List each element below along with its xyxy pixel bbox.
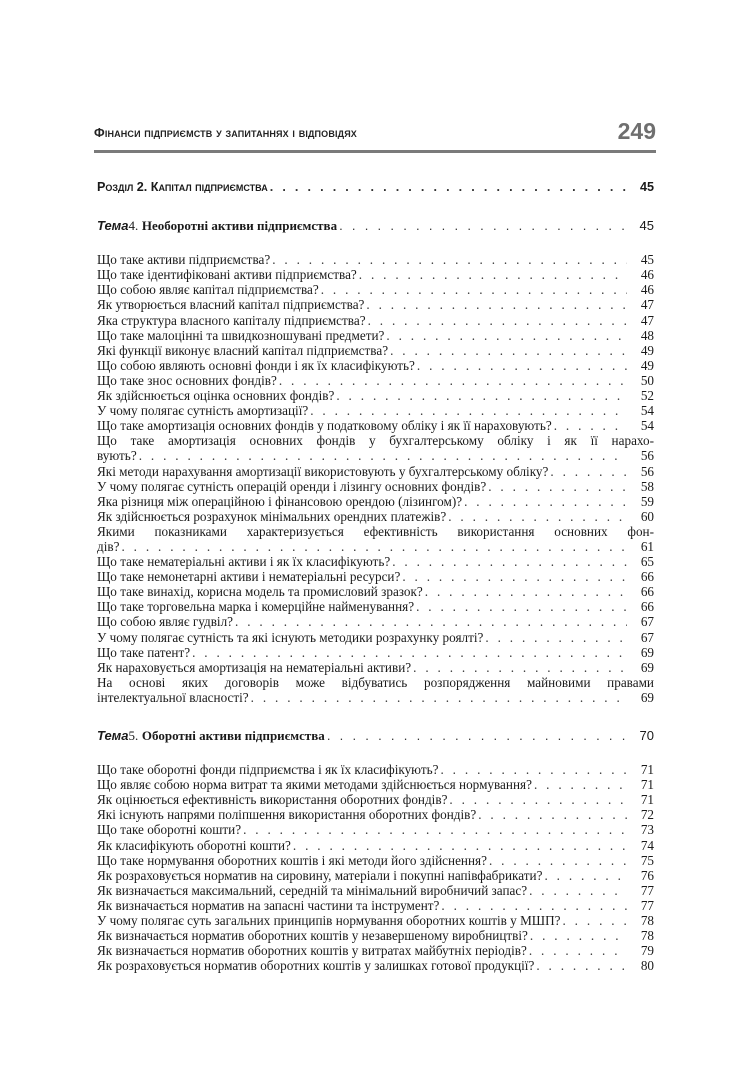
dot-leader xyxy=(243,822,627,837)
page-ref: 69 xyxy=(640,689,654,705)
toc-entry-multiline[interactable]: Що таке амортизація основних фондів у бухгалтерському обліку і як її нарахо- вують? . . . 56 xyxy=(97,433,654,463)
toc-entry[interactable]: Що таке малоцінні та швидкозношувані предмети? . . . 48 xyxy=(97,328,654,343)
dot-leader xyxy=(386,328,627,343)
page-ref: 46 xyxy=(640,267,654,283)
page-ref: 45 xyxy=(640,252,654,268)
page-ref: 76 xyxy=(640,867,654,883)
toc-entry[interactable]: Які існують напрями поліпшення використання оборотних фондів? . . . 72 xyxy=(97,807,654,822)
toc-entry[interactable]: Як здійснюється оцінка основних фондів? . . . 52 xyxy=(97,388,654,403)
page-ref: 45 xyxy=(639,180,654,194)
dot-leader xyxy=(530,928,627,943)
dot-leader xyxy=(321,282,627,297)
dot-leader xyxy=(235,614,627,629)
toc-entry[interactable]: Як визначається норматив оборотних коштів у незавершеному виробництві? . . . 78 xyxy=(97,928,654,943)
page-ref: 46 xyxy=(640,282,654,298)
dot-leader xyxy=(402,569,627,584)
dot-leader xyxy=(310,403,627,418)
dot-leader xyxy=(416,599,627,614)
page-ref: 49 xyxy=(640,357,654,373)
page-ref: 67 xyxy=(640,629,654,645)
toc-entry[interactable]: Які методи нарахування амортизації використовують у бухгалтерському обліку? . . . 56 xyxy=(97,464,654,479)
toc-entry-line: Якими показниками характеризується ефективність використання основних фон- xyxy=(97,523,654,539)
dot-leader xyxy=(327,728,627,743)
page-ref: 49 xyxy=(640,342,654,358)
dot-leader xyxy=(536,958,627,973)
dot-leader xyxy=(449,792,627,807)
toc-entry[interactable]: Що собою являє капітал підприємства? . . . 46 xyxy=(97,282,654,297)
dot-leader xyxy=(339,218,627,233)
dot-leader xyxy=(534,777,627,792)
toc-entry-multiline[interactable]: На основі яких договорів може відбуватись розпорядження майновими правами інтелектуальної власності? . . . 69 xyxy=(97,675,654,705)
dot-leader xyxy=(478,807,627,822)
dot-leader xyxy=(336,388,627,403)
page-ref: 69 xyxy=(640,659,654,675)
toc-entry[interactable]: У чому полягає сутність операцій оренди і лізингу основних фондів? . . . 58 xyxy=(97,479,654,494)
dot-leader xyxy=(368,313,627,328)
toc-entry[interactable]: У чому полягає сутність амортизації? . . . 54 xyxy=(97,403,654,418)
toc-entry[interactable]: Як утворюється власний капітал підприємства? . . . 47 xyxy=(97,297,654,312)
toc-entry[interactable]: Які функції виконує власний капітал підприємства? . . . 49 xyxy=(97,343,654,358)
dot-leader xyxy=(550,464,627,479)
toc-entry[interactable]: Що таке нормування оборотних коштів і які методи його здійснення? . . . 75 xyxy=(97,853,654,868)
dot-leader xyxy=(529,883,627,898)
toc-entry[interactable]: Що собою являють основні фонди і як їх класифікують? . . . 49 xyxy=(97,358,654,373)
toc-section-entry[interactable] xyxy=(97,180,654,195)
toc-entry[interactable]: Що собою являє гудвіл? . . . 67 xyxy=(97,614,654,629)
page-ref: 69 xyxy=(640,644,654,660)
dot-leader xyxy=(366,297,627,312)
page-ref: 61 xyxy=(640,538,654,554)
page-ref: 66 xyxy=(640,599,654,615)
theme-heading: Тема4. Необоротні активи підприємства xyxy=(97,218,338,234)
dot-leader xyxy=(279,373,627,388)
dot-leader xyxy=(554,418,627,433)
dot-leader xyxy=(489,853,627,868)
toc-entry[interactable]: Як класифікують оборотні кошти? . . . 74 xyxy=(97,838,654,853)
toc-entry[interactable]: Що таке активи підприємства? . . . 45 xyxy=(97,252,654,267)
page-ref: 47 xyxy=(640,297,654,313)
page-ref: 67 xyxy=(640,614,654,630)
toc-entry-line: Що таке амортизація основних фондів у бухгалтерському обліку і як її нарахо- xyxy=(97,433,654,449)
page-ref: 58 xyxy=(640,478,654,494)
dot-leader xyxy=(251,690,627,705)
page-ref: 71 xyxy=(640,777,654,793)
toc-entry[interactable]: Що таке знос основних фондів? . . . 50 xyxy=(97,373,654,388)
page-ref: 72 xyxy=(640,807,654,823)
page-ref: 74 xyxy=(640,837,654,853)
toc-entry[interactable]: У чому полягає суть загальних принципів нормування оборотних коштів у МШП? . . . 78 xyxy=(97,913,654,928)
page-ref: 66 xyxy=(640,569,654,585)
page-ref: 79 xyxy=(640,943,654,959)
page-ref: 78 xyxy=(640,928,654,944)
page-ref: 80 xyxy=(640,958,654,974)
page-ref: 65 xyxy=(640,554,654,570)
toc-entry[interactable]: Що таке амортизація основних фондів у податковому обліку і як її нараховують? . . . 54 xyxy=(97,418,654,433)
dot-leader xyxy=(270,180,627,195)
toc-entry-line: На основі яких договорів може відбуватись розпорядження майновими правами xyxy=(97,674,654,690)
page-ref: 77 xyxy=(640,882,654,898)
page-ref: 70 xyxy=(639,728,654,743)
page-ref: 54 xyxy=(640,418,654,434)
dot-leader xyxy=(390,343,627,358)
dot-leader xyxy=(440,762,627,777)
toc-entry[interactable]: У чому полягає сутність та які існують методики розрахунку роялті? . . . 67 xyxy=(97,630,654,645)
dot-leader xyxy=(425,584,627,599)
toc-entry[interactable]: Що являє собою норма витрат та якими методами здійснюється нормування? . . . 71 xyxy=(97,777,654,792)
toc-entry[interactable]: Як розраховується норматив на сировину, матеріали і покупні напівфабрикати? . . . 76 xyxy=(97,868,654,883)
dot-leader xyxy=(441,898,627,913)
page-ref: 45 xyxy=(639,218,654,234)
dot-leader xyxy=(529,943,627,958)
table-of-contents xyxy=(97,180,654,973)
toc-theme-entry[interactable] xyxy=(97,218,654,233)
toc-entry[interactable]: Що таке патент? . . . 69 xyxy=(97,645,654,660)
dot-leader xyxy=(359,267,627,282)
page-ref: 71 xyxy=(640,792,654,808)
theme4-list xyxy=(97,252,654,705)
toc-entry[interactable]: Що таке немонетарні активи і нематеріальні ресурси? . . . 66 xyxy=(97,569,654,584)
dot-leader xyxy=(488,479,627,494)
dot-leader xyxy=(272,252,627,267)
section-heading: Розділ 2. Капітал підприємства xyxy=(97,180,268,194)
toc-entry[interactable]: Яка різниця між операційною і фінансовою орендою (лізингом)? . . . 59 xyxy=(97,494,654,509)
page-number: 249 xyxy=(617,118,656,144)
dot-leader xyxy=(485,630,627,645)
toc-entry-multiline[interactable]: Якими показниками характеризується ефективність використання основних фон- дів? . . . 61 xyxy=(97,524,654,554)
toc-entry[interactable]: Як визначається норматив оборотних коштів у витратах майбутніх періодів? . . . 79 xyxy=(97,943,654,958)
page-ref: 78 xyxy=(640,913,654,929)
page-ref: 73 xyxy=(640,822,654,838)
toc-entry[interactable]: Що таке торговельна марка і комерційне найменування? . . . 66 xyxy=(97,599,654,614)
toc-entry[interactable]: Як розраховується норматив оборотних коштів у залишках готової продукції? . . . 80 xyxy=(97,958,654,973)
page-ref: 56 xyxy=(640,448,654,464)
toc-entry[interactable]: Що таке ідентифіковані активи підприємства? . . . 46 xyxy=(97,267,654,282)
dot-leader xyxy=(464,494,627,509)
dot-leader xyxy=(192,645,627,660)
toc-entry[interactable]: Як здійснюється розрахунок мінімальних орендних платежів? . . . 60 xyxy=(97,509,654,524)
page-ref: 59 xyxy=(640,493,654,509)
theme5-list xyxy=(97,762,654,973)
toc-entry[interactable]: Як визначається максимальний, середній та мінімальний виробничий запас? . . . 77 xyxy=(97,883,654,898)
toc-entry[interactable]: Як оцінюється ефективність використання оборотних фондів? . . . 71 xyxy=(97,792,654,807)
dot-leader xyxy=(417,358,627,373)
toc-entry[interactable]: Як визначається норматив на запасні частини та інструмент? . . . 77 xyxy=(97,898,654,913)
theme-heading: Тема5. Оборотні активи підприємства xyxy=(97,728,325,743)
dot-leader xyxy=(544,868,627,883)
page-ref: 48 xyxy=(640,327,654,343)
page-ref: 47 xyxy=(640,312,654,328)
dot-leader xyxy=(392,554,627,569)
dot-leader xyxy=(562,913,627,928)
toc-entry[interactable]: Як нараховується амортизація на нематеріальні активи? . . . 69 xyxy=(97,660,654,675)
dot-leader xyxy=(413,660,627,675)
page-ref: 60 xyxy=(640,508,654,524)
dot-leader xyxy=(293,838,627,853)
page-ref: 52 xyxy=(640,388,654,404)
toc-entry[interactable]: Що таке винахід, корисна модель та промисловий зразок? . . . 66 xyxy=(97,584,654,599)
toc-theme-entry[interactable] xyxy=(97,728,654,743)
page-ref: 54 xyxy=(640,403,654,419)
toc-entry[interactable]: Що таке нематеріальні активи і як їх класифікують? . . . 65 xyxy=(97,554,654,569)
dot-leader xyxy=(448,509,627,524)
toc-entry[interactable]: Що таке оборотні фонди підприємства і як їх класифікують? . . . 71 xyxy=(97,762,654,777)
page-ref: 66 xyxy=(640,584,654,600)
header-rule xyxy=(94,150,656,153)
toc-entry[interactable]: Що таке оборотні кошти? . . . 73 xyxy=(97,822,654,837)
page-ref: 71 xyxy=(640,762,654,778)
page-ref: 77 xyxy=(640,897,654,913)
dot-leader xyxy=(121,539,627,554)
toc-entry[interactable]: Яка структура власного капіталу підприємства? . . . 47 xyxy=(97,313,654,328)
page-ref: 50 xyxy=(640,372,654,388)
page-ref: 56 xyxy=(640,463,654,479)
page-ref: 75 xyxy=(640,852,654,868)
running-title: Фінанси підприємств у запитаннях і відповідях xyxy=(94,126,357,140)
dot-leader xyxy=(139,448,627,463)
